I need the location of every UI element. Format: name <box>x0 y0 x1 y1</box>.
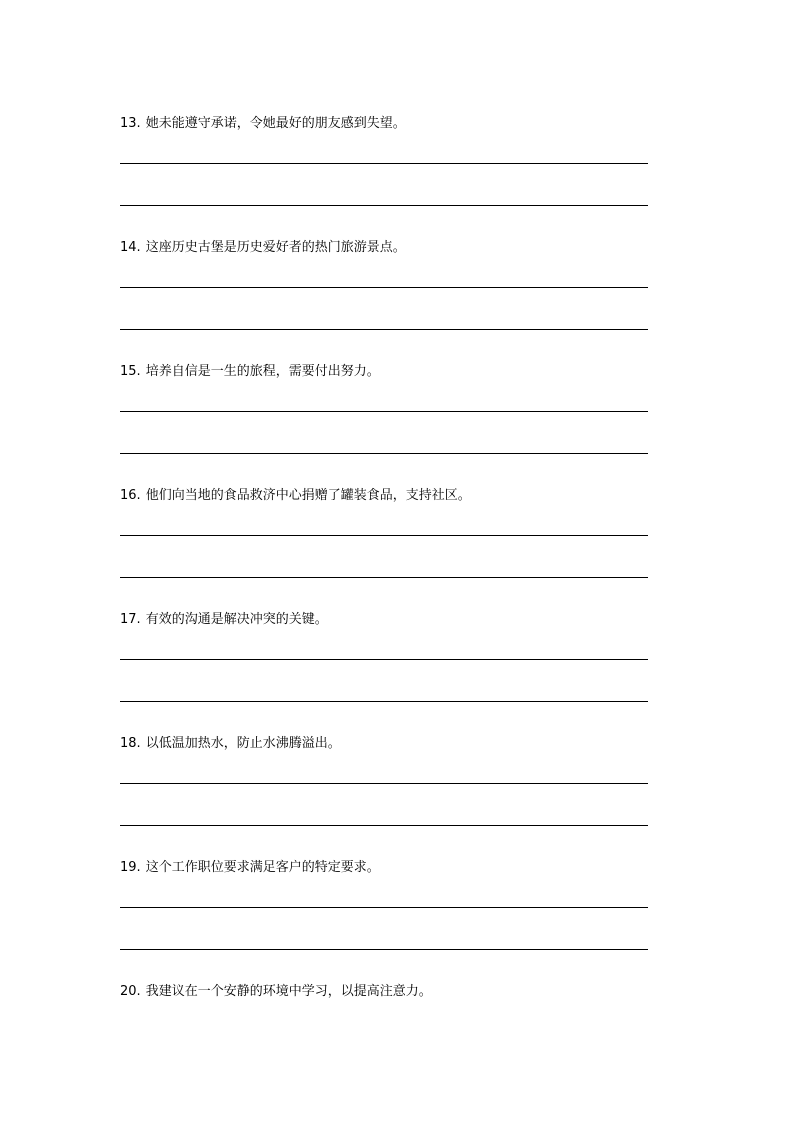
question-number: 19. <box>120 860 141 875</box>
question-sentence: 我建议在一个安静的环境中学习，以提高注意力。 <box>145 984 432 999</box>
answer-line[interactable] <box>120 329 648 330</box>
question-number: 14. <box>120 240 141 255</box>
answer-line[interactable] <box>120 287 648 288</box>
question-prompt <box>120 486 471 506</box>
question-prompt <box>120 610 328 630</box>
answer-line[interactable] <box>120 949 648 950</box>
question-prompt <box>120 734 341 754</box>
answer-line[interactable] <box>120 659 648 660</box>
question-sentence: 她未能遵守承诺，令她最好的朋友感到失望。 <box>145 116 406 131</box>
answer-line[interactable] <box>120 577 648 578</box>
answer-line[interactable] <box>120 453 648 454</box>
question-prompt <box>120 114 406 134</box>
question-number: 13. <box>120 116 141 131</box>
question-number: 17. <box>120 612 141 627</box>
answer-line[interactable] <box>120 205 648 206</box>
answer-line[interactable] <box>120 907 648 908</box>
answer-line[interactable] <box>120 163 648 164</box>
answer-line[interactable] <box>120 535 648 536</box>
question-sentence: 以低温加热水，防止水沸腾溢出。 <box>145 736 341 751</box>
question-sentence: 这个工作职位要求满足客户的特定要求。 <box>145 860 380 875</box>
question-prompt <box>120 362 380 382</box>
question-number: 16. <box>120 488 141 503</box>
question-sentence: 他们向当地的食品救济中心捐赠了罐装食品，支持社区。 <box>145 488 471 503</box>
answer-line[interactable] <box>120 411 648 412</box>
question-sentence: 有效的沟通是解决冲突的关键。 <box>145 612 328 627</box>
answer-line[interactable] <box>120 783 648 784</box>
question-number: 15. <box>120 364 141 379</box>
question-prompt <box>120 858 380 878</box>
question-number: 18. <box>120 736 141 751</box>
question-number: 20. <box>120 984 141 999</box>
question-prompt <box>120 238 406 258</box>
question-sentence: 培养自信是一生的旅程，需要付出努力。 <box>145 364 380 379</box>
answer-line[interactable] <box>120 825 648 826</box>
question-sentence: 这座历史古堡是历史爱好者的热门旅游景点。 <box>145 240 406 255</box>
answer-line[interactable] <box>120 701 648 702</box>
question-prompt <box>120 982 432 1002</box>
